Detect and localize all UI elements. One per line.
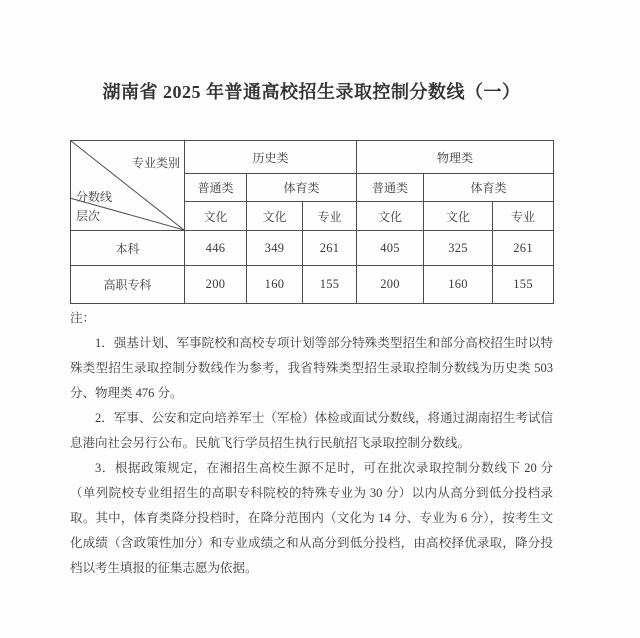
score-cell: 349 (247, 231, 303, 266)
notes-label: 注： (70, 311, 96, 325)
column-header-major: 专业 (303, 202, 357, 231)
score-cell: 325 (424, 231, 493, 266)
group-header-history: 历史类 (185, 141, 357, 174)
table-row-undergraduate (71, 231, 554, 266)
score-cell: 160 (424, 266, 493, 304)
note-item-3: 3．根据政策规定，在湘招生高校生源不足时，可在批次录取控制分数线下 20 分（单列院校专业组招生的高职专科院校的特殊专业为 30 分）以内从高分到低分投档录取。其中，体育类降分投档时，在降分范围内（文化为 14 分、专业为 6 分），按考生文化成绩（含政策性加分）和专业成绩之和从高分到低分投档，由高校择优录取，降分投档以考生填报的征集志愿为依据。 (70, 461, 553, 575)
notes-section (70, 306, 553, 581)
score-cell: 155 (303, 266, 357, 304)
subgroup-header-physics-sports: 体育类 (424, 174, 554, 202)
column-header-culture: 文化 (424, 202, 493, 231)
table-row-vocational (71, 266, 554, 304)
corner-label-score-line: 分数线 (76, 190, 113, 204)
subgroup-header-physics-general: 普通类 (357, 174, 424, 202)
row-label-undergraduate: 本科 (71, 231, 185, 266)
score-cell: 155 (493, 266, 554, 304)
subgroup-header-history-sports: 体育类 (247, 174, 357, 202)
subgroup-header-history-general: 普通类 (185, 174, 247, 202)
note-item-2: 2．军事、公安和定向培养军士（军检）体检或面试分数线，将通过湖南招生考试信息港向社会另行公布。民航飞行学员招生执行民航招飞录取控制分数线。 (70, 411, 553, 450)
page-title: 湖南省 2025 年普通高校招生录取控制分数线（一） (102, 82, 521, 102)
score-line-table (70, 140, 554, 304)
note-item-1: 1．强基计划、军事院校和高校专项计划等部分特殊类型招生和部分高校招生时以特殊类型招生录取控制分数线作为参考，我省特殊类型招生录取控制分数线为历史类 503 分、物理类 476 分。 (70, 336, 553, 400)
row-label-vocational: 高职专科 (71, 266, 185, 304)
corner-label-level: 层次 (76, 209, 101, 223)
column-header-culture: 文化 (185, 202, 247, 231)
score-cell: 200 (185, 266, 247, 304)
corner-label-major-category: 专业类别 (131, 156, 180, 170)
group-header-physics: 物理类 (357, 141, 554, 174)
table-row (71, 141, 554, 174)
column-header-major: 专业 (493, 202, 554, 231)
score-cell: 261 (493, 231, 554, 266)
score-cell: 160 (247, 266, 303, 304)
score-cell: 405 (357, 231, 424, 266)
column-header-culture: 文化 (247, 202, 303, 231)
score-cell: 200 (357, 266, 424, 304)
column-header-culture: 文化 (357, 202, 424, 231)
corner-header-cell (71, 141, 185, 231)
score-cell: 446 (185, 231, 247, 266)
score-cell: 261 (303, 231, 357, 266)
